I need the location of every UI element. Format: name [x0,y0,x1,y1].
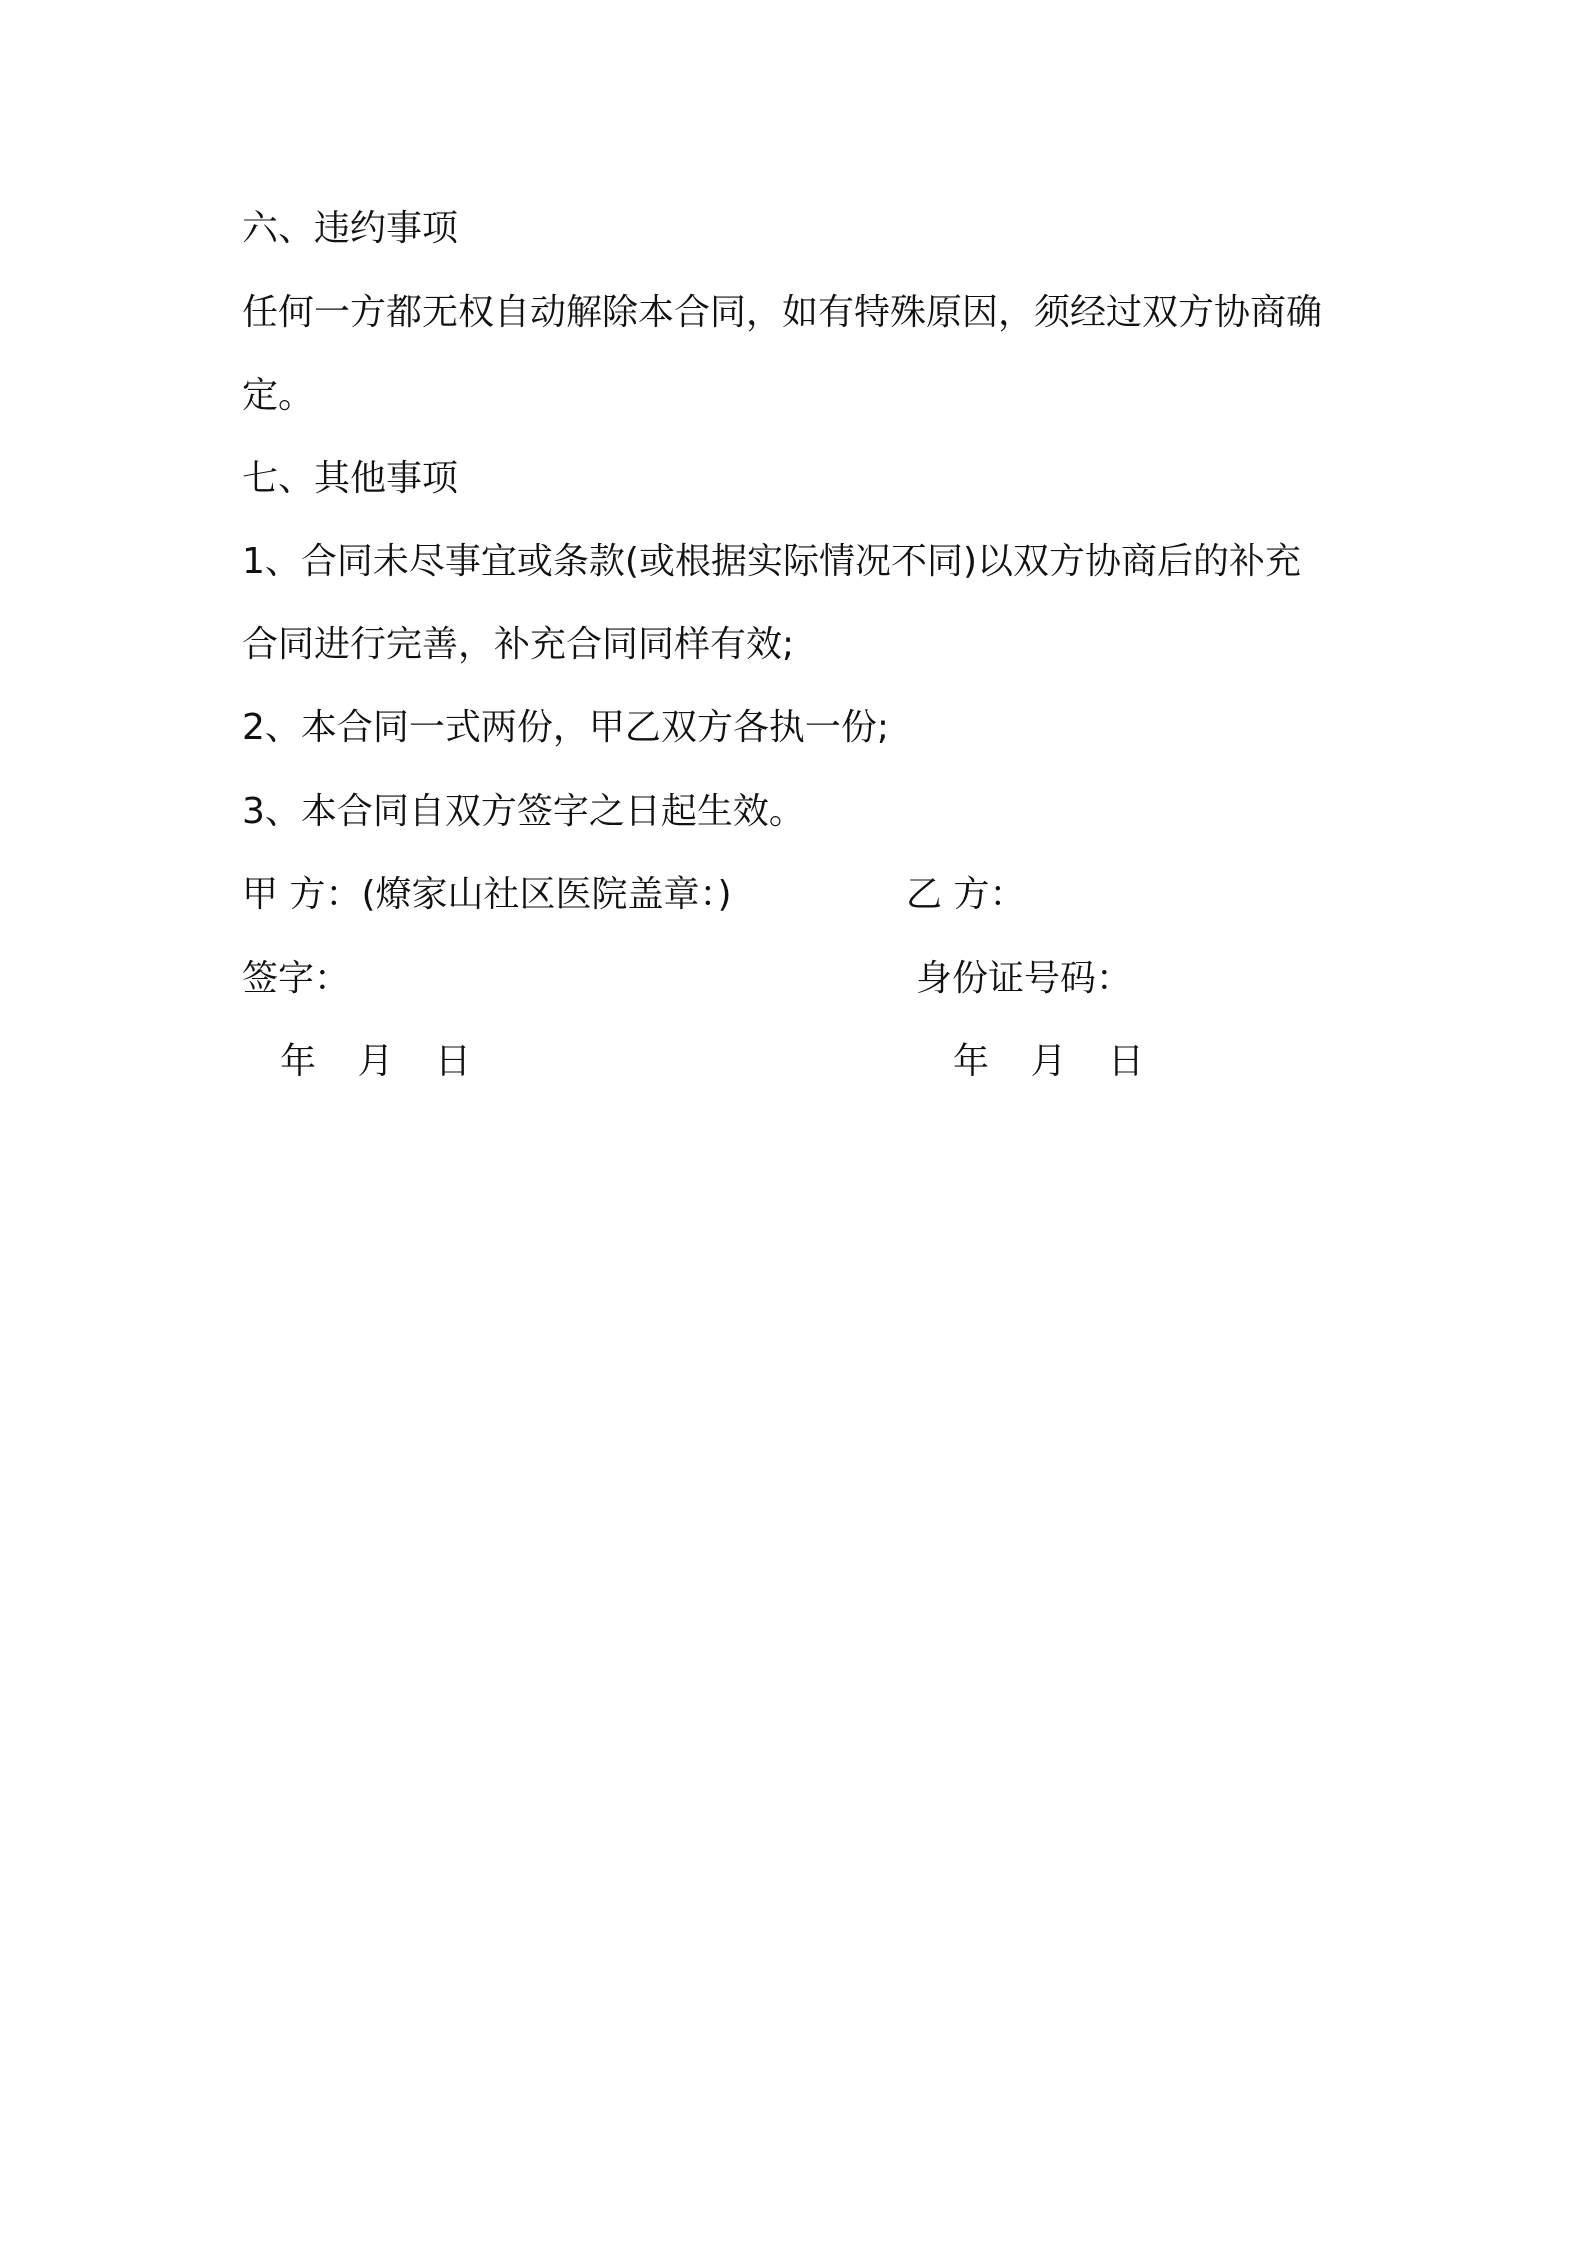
party-b-day: 日 [1107,1041,1144,1082]
signature-label: 签字： [242,958,351,999]
party-a-month: 月 [357,1041,394,1082]
party-a-day: 日 [434,1041,471,1082]
party-a-label: 甲 方：(燎家山社区医院盖章：) [242,874,732,915]
party-a-date [280,1038,471,1086]
section-7-item-1-line-1: 1、合同未尽事宜或条款(或根据实际情况不同)以双方协商后的补充 [242,541,1301,582]
section-6-body-line-2: 定。 [242,375,315,416]
party-a-year: 年 [280,1041,317,1082]
section-7-item-1-line-2: 合同进行完善，补充合同同样有效; [242,624,795,665]
id-number-label: 身份证号码： [916,958,1133,999]
party-b-label: 乙 方： [906,874,1026,915]
section-7-item-2: 2、本合同一式两份，甲乙双方各执一份; [242,707,890,748]
party-b-month: 月 [1030,1041,1067,1082]
party-b-year: 年 [953,1041,990,1082]
section-7-item-3: 3、本合同自双方签字之日起生效。 [242,791,805,832]
party-b-date [953,1038,1144,1086]
section-6-heading: 六、违约事项 [242,208,459,249]
section-6-body-line-1: 任何一方都无权自动解除本合同，如有特殊原因，须经过双方协商确 [242,292,1323,333]
section-7-heading: 七、其他事项 [242,458,459,499]
